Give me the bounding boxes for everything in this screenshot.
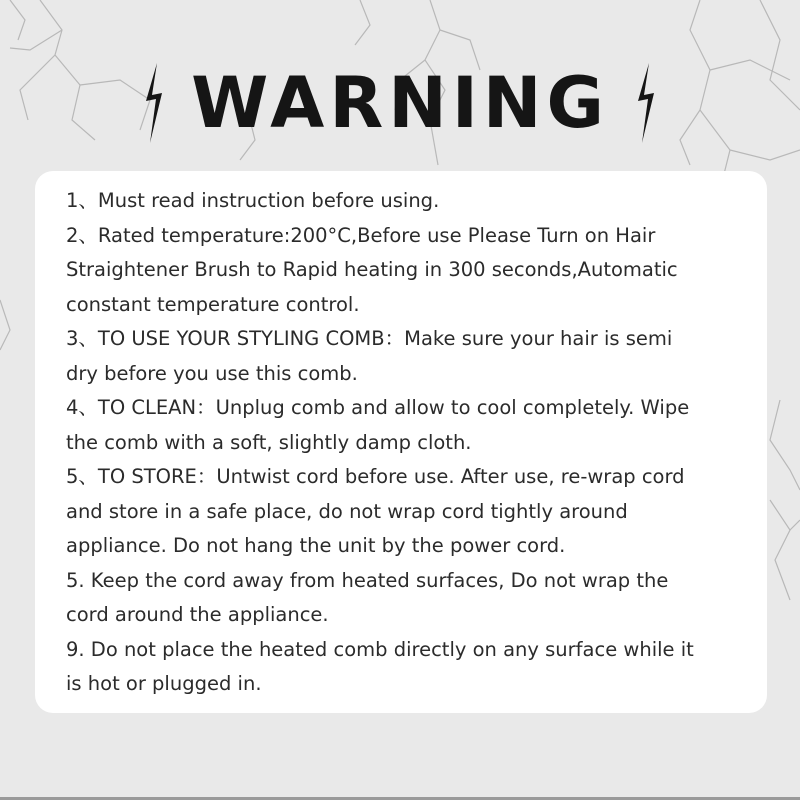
lightning-bolt-icon: [635, 63, 657, 143]
instruction-line: 1、Must read instruction before using.: [66, 189, 440, 212]
instruction-line: and store in a safe place, do not wrap cord tightly around: [66, 499, 628, 523]
instruction-line: dry before you use this comb.: [66, 361, 358, 385]
instruction-line: appliance. Do not hang the unit by the power cord.: [66, 534, 566, 557]
instruction-line: 4、TO CLEAN：Unplug comb and allow to cool completely. Wipe: [66, 396, 690, 419]
lightning-bolt-icon: [143, 63, 165, 143]
page-title: WARNING: [191, 62, 609, 144]
instruction-line: is hot or plugged in.: [66, 672, 262, 695]
instructions-card: [35, 171, 767, 713]
instruction-line: 5、TO STORE：Untwist cord before use. After use, re-wrap cord: [66, 465, 685, 488]
instruction-line: cord around the appliance.: [66, 603, 329, 626]
instruction-line: 9. Do not place the heated comb directly on any surface while it: [66, 637, 694, 661]
warning-header: [0, 48, 800, 158]
instruction-line: the comb with a soft, slightly damp cloth.: [66, 430, 472, 454]
instruction-line: Straightener Brush to Rapid heating in 300 seconds,Automatic: [66, 258, 678, 281]
instruction-line: 5. Keep the cord away from heated surfaces, Do not wrap the: [66, 568, 669, 592]
instruction-line: constant temperature control.: [66, 292, 360, 316]
instruction-line: 3、TO USE YOUR STYLING COMB：Make sure your hair is semi: [66, 327, 673, 350]
instruction-line: 2、Rated temperature:200°C,Before use Please Turn on Hair: [66, 223, 656, 247]
